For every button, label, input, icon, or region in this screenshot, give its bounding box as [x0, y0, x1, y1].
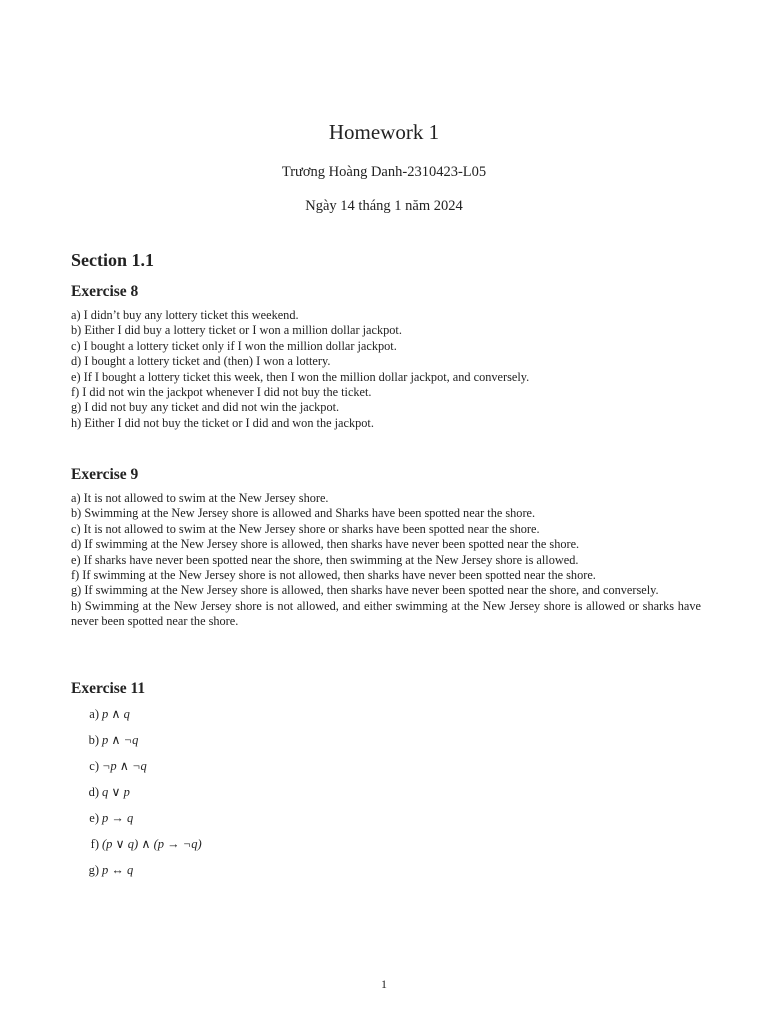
item-label: f) — [90, 837, 99, 851]
answer-line: a) I didn’t buy any lottery ticket this weekend. — [71, 308, 299, 322]
answer-line: d) If swimming at the New Jersey shore is allowed, then sharks have never been spotted near the shore. — [71, 537, 580, 552]
exercise-9-answers — [71, 491, 701, 630]
answer-line: e) If I bought a lottery ticket this week, then I won the million dollar jackpot, and conversely. — [71, 369, 530, 384]
section-heading: Section 1.1 — [71, 250, 154, 270]
item-label: c) — [89, 759, 99, 773]
answer-line: c) It is not allowed to swim at the New Jersey shore or sharks have been spotted near the shore. — [71, 521, 540, 536]
page-number: 1 — [381, 977, 387, 991]
item-label: a) — [89, 707, 99, 721]
formula-expression: p ↔ q — [102, 863, 134, 877]
formula-item — [71, 835, 471, 861]
formula-item — [71, 705, 471, 731]
formula-item — [71, 783, 471, 809]
item-label: b) — [88, 733, 99, 747]
exercise-11-heading: Exercise 11 — [71, 680, 146, 697]
answer-line: g) I did not buy any ticket and did not win the jackpot. — [71, 400, 340, 415]
answer-line: h) Either I did not buy the ticket or I did and won the jackpot. — [71, 415, 374, 430]
formula-item — [71, 731, 471, 757]
answer-line: e) If sharks have never been spotted near the shore, then swimming at the New Jersey shore is allowed. — [71, 552, 579, 567]
formula-expression: p ∧ ¬q — [102, 733, 139, 747]
answer-line: b) Swimming at the New Jersey shore is allowed and Sharks have been spotted near the shore. — [71, 506, 536, 521]
formula-item — [71, 861, 471, 887]
document-date: Ngày 14 tháng 1 năm 2024 — [305, 198, 463, 214]
formula-expression: q ∨ p — [102, 785, 130, 799]
answer-line: f) If swimming at the New Jersey shore is not allowed, then sharks have never been spotted near the shore. — [71, 568, 596, 583]
document-author: Trương Hoàng Danh-2310423-L05 — [281, 164, 487, 180]
exercise-8-answers — [71, 308, 701, 431]
document-title: Homework 1 — [328, 120, 440, 144]
formula-expression: p → q — [102, 811, 134, 825]
item-label: g) — [88, 863, 99, 877]
answer-line: b) Either I did buy a lottery ticket or I won a million dollar jackpot. — [71, 323, 402, 338]
formula-expression: ¬p ∧ ¬q — [102, 759, 147, 773]
answer-line: a) It is not allowed to swim at the New Jersey shore. — [71, 491, 329, 505]
formula-expression: (p ∨ q) ∧ (p → ¬q) — [102, 837, 202, 851]
formula-item — [71, 809, 471, 835]
exercise-8-heading: Exercise 8 — [71, 283, 139, 300]
answer-line: d) I bought a lottery ticket and (then) I won a lottery. — [71, 354, 331, 369]
item-label: d) — [88, 785, 99, 799]
answer-line: f) I did not win the jackpot whenever I did not buy the ticket. — [71, 385, 372, 400]
formula-expression: p ∧ q — [102, 707, 130, 721]
formula-item — [71, 757, 471, 783]
exercise-9-heading: Exercise 9 — [71, 466, 139, 483]
answer-line: c) I bought a lottery ticket only if I won the million dollar jackpot. — [71, 338, 397, 353]
answer-line: g) If swimming at the New Jersey shore is allowed, then sharks have never been spotted near the shore, and conversely. — [71, 583, 659, 598]
exercise-11-formulas — [71, 705, 471, 887]
item-label: e) — [89, 811, 99, 825]
answer-line: h) Swimming at the New Jersey shore is not allowed, and either swimming at the New Jersey shore is allowed or sharks have never been spotted near the shore. — [71, 598, 701, 629]
